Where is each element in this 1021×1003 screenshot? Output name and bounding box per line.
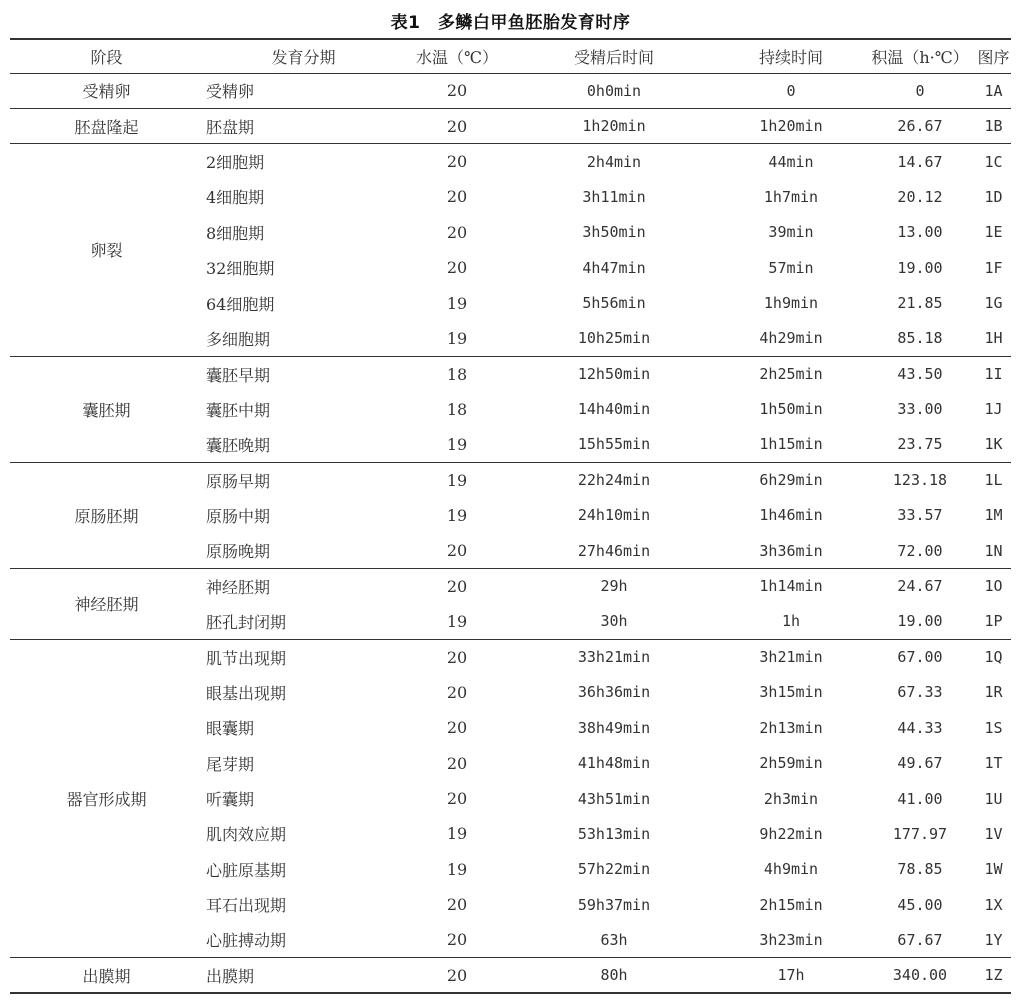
table-row — [10, 144, 1011, 179]
figure-cell: 1I — [976, 356, 1011, 391]
water-temp-cell: 20 — [404, 639, 510, 674]
table-row — [10, 356, 1011, 391]
duration-cell: 1h15min — [759, 435, 823, 454]
water-temp-cell: 19 — [446, 824, 468, 844]
accumulated-temp-cell: 24.67 — [864, 568, 976, 603]
duration-cell: 2h13min — [759, 718, 823, 737]
time-after-fertilization-cell: 0h0min — [586, 81, 642, 100]
duration-cell: 17h — [718, 958, 864, 993]
water-temp-cell: 20 — [446, 789, 468, 808]
time-after-fertilization-cell: 57h22min — [577, 860, 651, 879]
water-temp-cell: 20 — [446, 930, 468, 950]
time-after-fertilization-cell: 59h37min — [577, 895, 651, 914]
time-after-fertilization-cell: 41h48min — [577, 754, 651, 773]
water-temp-cell: 20 — [446, 187, 468, 207]
figure-cell: 1F — [984, 258, 1003, 277]
stage-cell: 受精卵 — [82, 82, 131, 102]
figure-cell: 1P — [984, 612, 1003, 631]
accumulated-temp-cell: 13.00 — [897, 223, 943, 242]
time-after-fertilization-cell: 2h4min — [510, 144, 718, 179]
duration-cell: 2h25min — [718, 356, 864, 391]
duration-cell: 3h23min — [759, 930, 823, 949]
substage-cell: 尾芽期 — [206, 754, 255, 774]
figure-cell: 1J — [984, 400, 1003, 419]
header-stage: 阶段 — [10, 39, 203, 73]
substage-cell: 原肠早期 — [203, 462, 404, 497]
accumulated-temp-cell: 20.12 — [897, 187, 943, 206]
time-after-fertilization-cell: 53h13min — [577, 824, 651, 843]
substage-cell: 听囊期 — [206, 790, 255, 809]
time-after-fertilization-cell: 15h55min — [577, 435, 651, 454]
accumulated-temp-cell: 14.67 — [864, 144, 976, 179]
table-row — [10, 958, 1011, 993]
water-temp-cell: 18 — [446, 399, 468, 419]
duration-cell: 3h15min — [759, 683, 823, 702]
time-after-fertilization-cell: 80h — [510, 958, 718, 993]
duration-cell: 3h21min — [718, 639, 864, 674]
accumulated-temp-cell: 43.50 — [864, 356, 976, 391]
duration-cell: 57min — [768, 258, 814, 277]
accumulated-temp-cell: 340.00 — [864, 958, 976, 993]
water-temp-cell: 20 — [446, 541, 468, 561]
duration-cell: 1h20min — [718, 108, 864, 143]
water-temp-cell: 20 — [446, 753, 468, 773]
substage-cell: 2细胞期 — [203, 144, 404, 179]
water-temp-cell: 20 — [404, 144, 510, 179]
substage-cell: 耳石出现期 — [206, 896, 287, 916]
water-temp-cell: 19 — [446, 293, 468, 313]
table-row — [10, 73, 1011, 108]
accumulated-temp-cell: 21.85 — [897, 294, 943, 313]
header-figure: 图序 — [976, 39, 1011, 73]
time-after-fertilization-cell: 36h36min — [577, 683, 651, 702]
accumulated-temp-cell: 44.33 — [897, 718, 943, 737]
table-row — [10, 108, 1011, 143]
time-after-fertilization-cell: 38h49min — [577, 718, 651, 737]
time-after-fertilization-cell: 5h56min — [582, 294, 646, 313]
water-temp-cell: 20 — [446, 682, 468, 702]
accumulated-temp-cell: 26.67 — [864, 108, 976, 143]
header-water-temp: 水温（℃） — [404, 39, 510, 73]
accumulated-temp-cell: 67.00 — [864, 639, 976, 674]
stage-cell: 神经胚期 — [10, 568, 203, 639]
figure-cell: 1B — [976, 108, 1011, 143]
figure-cell: 1K — [984, 435, 1003, 454]
duration-cell: 1h14min — [718, 568, 864, 603]
figure-cell: 1G — [984, 294, 1003, 313]
water-temp-cell: 20 — [404, 958, 510, 993]
time-after-fertilization-cell: 22h24min — [510, 462, 718, 497]
accumulated-temp-cell: 33.00 — [897, 400, 943, 419]
substage-cell: 64细胞期 — [206, 294, 275, 314]
duration-cell: 0 — [786, 81, 796, 100]
header-row — [10, 39, 1011, 73]
water-temp-cell: 20 — [446, 258, 468, 278]
header-duration: 持续时间 — [718, 39, 864, 73]
figure-cell: 1M — [984, 506, 1003, 525]
duration-cell: 2h3min — [763, 789, 819, 808]
stage-cell: 胚盘隆起 — [10, 108, 203, 143]
accumulated-temp-cell: 19.00 — [897, 612, 943, 631]
time-after-fertilization-cell: 63h — [600, 930, 628, 949]
accumulated-temp-cell: 0 — [915, 81, 925, 100]
substage-cell: 4细胞期 — [206, 188, 265, 208]
water-temp-cell: 20 — [404, 108, 510, 143]
table-body — [10, 73, 1011, 993]
stage-cell: 器官形成期 — [10, 639, 203, 958]
substage-cell: 肌肉效应期 — [206, 825, 287, 845]
substage-cell: 原肠中期 — [206, 506, 271, 526]
water-temp-cell: 19 — [446, 611, 468, 631]
duration-cell: 44min — [718, 144, 864, 179]
accumulated-temp-cell: 177.97 — [892, 824, 948, 843]
duration-cell: 2h15min — [759, 895, 823, 914]
figure-cell: 1V — [984, 824, 1003, 843]
stage-cell: 出膜期 — [10, 958, 203, 993]
water-temp-cell: 20 — [404, 568, 510, 603]
substage-cell: 囊胚早期 — [203, 356, 404, 391]
figure-cell: 1H — [984, 329, 1003, 348]
duration-cell: 1h7min — [763, 187, 819, 206]
water-temp-cell: 20 — [446, 81, 468, 101]
figure-cell: 1A — [984, 81, 1003, 100]
table-title: 表1 多鳞白甲鱼胚胎发育时序 — [390, 13, 631, 33]
duration-cell: 1h9min — [763, 294, 819, 313]
duration-cell: 1h50min — [759, 400, 823, 419]
figure-cell: 1S — [984, 718, 1003, 737]
time-after-fertilization-cell: 4h47min — [582, 258, 646, 277]
duration-cell: 6h29min — [718, 462, 864, 497]
time-after-fertilization-cell: 33h21min — [510, 639, 718, 674]
accumulated-temp-cell: 45.00 — [897, 895, 943, 914]
time-after-fertilization-cell: 10h25min — [577, 329, 651, 348]
water-temp-cell: 19 — [404, 462, 510, 497]
table-row — [10, 639, 1011, 674]
stage-cell: 囊胚期 — [10, 356, 203, 462]
duration-cell: 3h36min — [759, 541, 823, 560]
accumulated-temp-cell: 67.67 — [897, 930, 943, 949]
accumulated-temp-cell: 23.75 — [897, 435, 943, 454]
accumulated-temp-cell: 19.00 — [897, 258, 943, 277]
figure-cell: 1C — [976, 144, 1011, 179]
duration-cell: 1h46min — [759, 506, 823, 525]
time-after-fertilization-cell: 24h10min — [577, 506, 651, 525]
substage-cell: 出膜期 — [203, 958, 404, 993]
accumulated-temp-cell: 123.18 — [864, 462, 976, 497]
substage-cell: 眼囊期 — [206, 719, 255, 739]
accumulated-temp-cell: 49.67 — [897, 754, 943, 773]
stage-cell: 卵裂 — [10, 144, 203, 356]
accumulated-temp-cell: 67.33 — [897, 683, 943, 702]
time-after-fertilization-cell: 3h50min — [582, 223, 646, 242]
substage-cell: 胚孔封闭期 — [206, 612, 287, 632]
figure-cell: 1Q — [976, 639, 1011, 674]
figure-cell: 1N — [984, 541, 1003, 560]
figure-cell: 1X — [984, 895, 1003, 914]
time-after-fertilization-cell: 30h — [600, 612, 628, 631]
time-after-fertilization-cell: 29h — [510, 568, 718, 603]
time-after-fertilization-cell: 27h46min — [577, 541, 651, 560]
substage-cell: 32细胞期 — [206, 259, 275, 279]
header-time-after-fertilization: 受精后时间 — [510, 39, 718, 73]
water-temp-cell: 20 — [446, 895, 468, 915]
substage-cell: 原肠晚期 — [206, 542, 271, 562]
water-temp-cell: 18 — [404, 356, 510, 391]
substage-cell: 多细胞期 — [206, 329, 271, 349]
time-after-fertilization-cell: 12h50min — [510, 356, 718, 391]
development-table — [10, 38, 1011, 994]
table-row — [10, 462, 1011, 497]
substage-cell: 肌节出现期 — [203, 639, 404, 674]
water-temp-cell: 20 — [446, 718, 468, 738]
header-substage: 发育分期 — [203, 39, 404, 73]
figure-cell: 1W — [984, 860, 1003, 879]
figure-cell: 1Y — [984, 930, 1003, 949]
figure-cell: 1T — [984, 754, 1003, 773]
water-temp-cell: 20 — [446, 222, 468, 242]
substage-cell: 眼基出现期 — [206, 683, 287, 703]
accumulated-temp-cell: 33.57 — [897, 506, 943, 525]
figure-cell: 1O — [976, 568, 1011, 603]
figure-cell: 1R — [984, 683, 1003, 702]
substage-cell: 神经胚期 — [203, 568, 404, 603]
header-accumulated-temp: 积温（h·℃） — [864, 39, 976, 73]
substage-cell: 囊胚晚期 — [206, 435, 271, 455]
duration-cell: 4h9min — [763, 860, 819, 879]
figure-cell: 1D — [984, 187, 1003, 206]
figure-cell: 1U — [984, 789, 1003, 808]
water-temp-cell: 19 — [446, 859, 468, 879]
water-temp-cell: 19 — [446, 505, 468, 525]
accumulated-temp-cell: 85.18 — [897, 329, 943, 348]
substage-cell: 心脏搏动期 — [206, 931, 287, 951]
accumulated-temp-cell: 78.85 — [897, 860, 943, 879]
duration-cell: 9h22min — [759, 824, 823, 843]
duration-cell: 4h29min — [759, 329, 823, 348]
accumulated-temp-cell: 41.00 — [897, 789, 943, 808]
accumulated-temp-cell: 72.00 — [897, 541, 943, 560]
figure-cell: 1L — [976, 462, 1011, 497]
time-after-fertilization-cell: 1h20min — [510, 108, 718, 143]
substage-cell: 心脏原基期 — [206, 860, 287, 880]
time-after-fertilization-cell: 14h40min — [577, 400, 651, 419]
substage-cell: 8细胞期 — [206, 223, 265, 243]
substage-cell: 囊胚中期 — [206, 400, 271, 420]
figure-cell: 1Z — [976, 958, 1011, 993]
stage-cell: 原肠胚期 — [10, 462, 203, 568]
substage-cell: 受精卵 — [206, 82, 255, 102]
table-row — [10, 568, 1011, 603]
figure-cell: 1E — [984, 223, 1003, 242]
water-temp-cell: 19 — [446, 328, 468, 348]
duration-cell: 2h59min — [759, 754, 823, 773]
time-after-fertilization-cell: 43h51min — [577, 789, 651, 808]
duration-cell: 1h — [781, 612, 801, 631]
duration-cell: 39min — [768, 223, 814, 242]
substage-cell: 胚盘期 — [203, 108, 404, 143]
water-temp-cell: 19 — [446, 434, 468, 454]
time-after-fertilization-cell: 3h11min — [582, 187, 646, 206]
